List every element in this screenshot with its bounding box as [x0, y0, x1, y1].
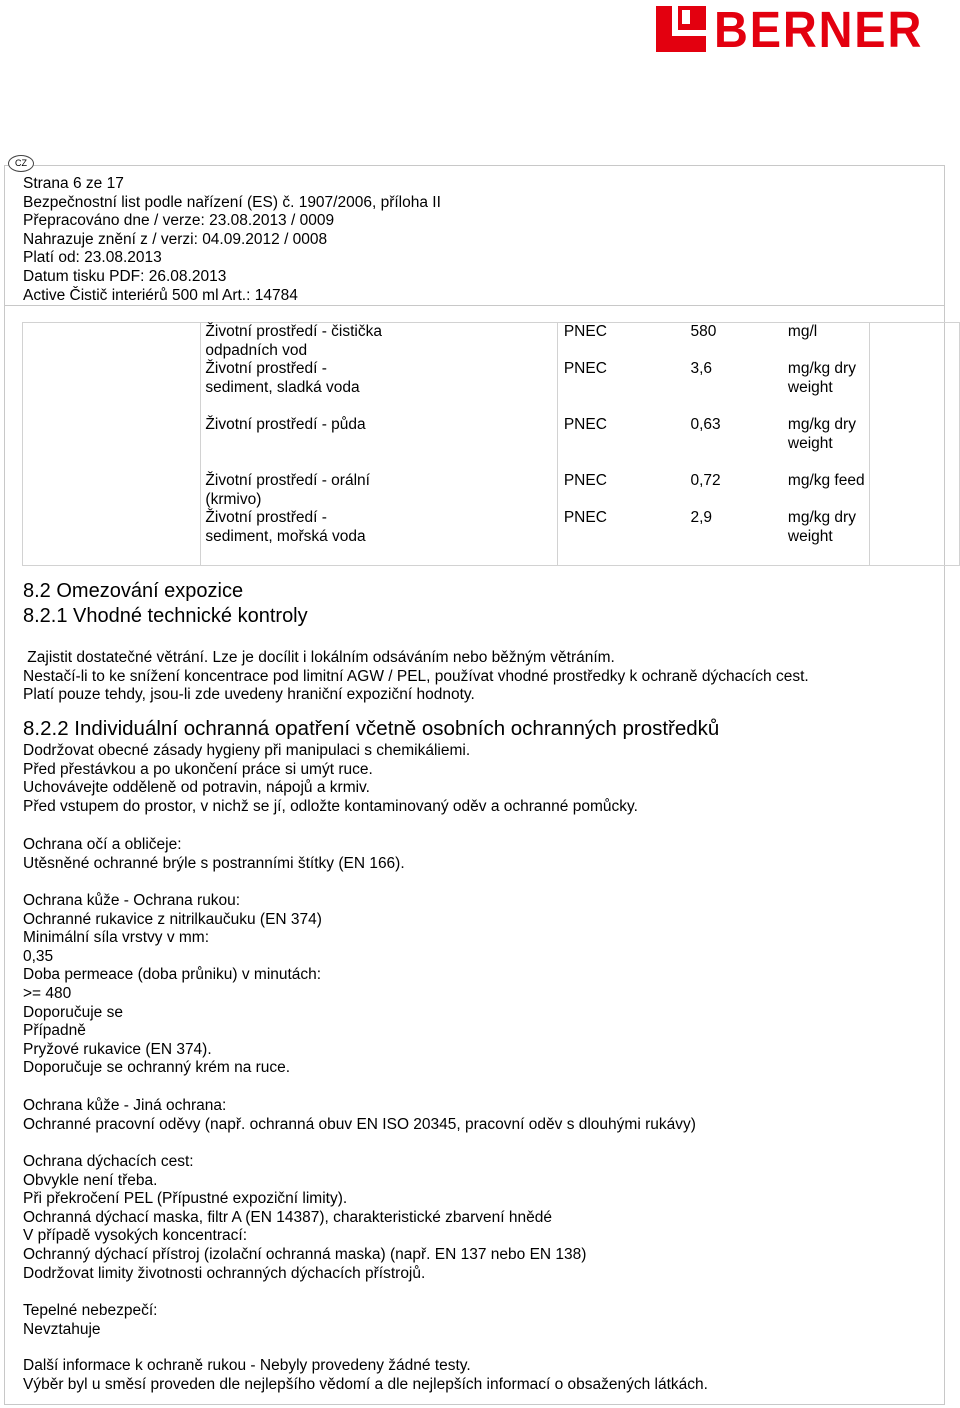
- respiratory-line: Obvykle není třeba.: [23, 1171, 158, 1189]
- eye-protection: [23, 836, 405, 873]
- additional-info-line: Další informace k ochraně rukou - Nebyly provedeny žádné testy.: [23, 1357, 471, 1374]
- tech-line: Zajistit dostatečné větrání. Lze je docílit i lokálním odsáváním nebo běžným větráním.: [23, 649, 615, 666]
- other-skin-text: Ochranné pracovní oděvy (např. ochranná obuv EN ISO 20345, pracovní oděv s dlouhými rukávy): [23, 1115, 696, 1133]
- header-regulation: Bezpečnostní list podle nařízení (ES) č. 1907/2006, příloha II: [23, 193, 441, 211]
- pnec-type: PNEC: [563, 509, 607, 526]
- thermal-hazards: [23, 1302, 157, 1339]
- header-revised: Přepracováno dne / verze: 23.08.2013 / 0009: [23, 212, 335, 230]
- table-row: [558, 360, 869, 416]
- table-empty-cell: [870, 323, 960, 566]
- table-empty-cell: [23, 323, 201, 566]
- hand-protection-line: Případně: [23, 1022, 86, 1040]
- pnec-unit: mg/l: [787, 323, 818, 340]
- respiratory-line: V případě vysokých koncentrací:: [23, 1227, 248, 1245]
- respiratory-line: Ochranný dýchací přístroj (izolační ochranná maska) (např. EN 137 nebo EN 138): [23, 1245, 587, 1263]
- pnec-table: [22, 322, 960, 566]
- pnec-unit: mg/kg dry weight: [787, 416, 856, 452]
- hand-protection-line: Minimální síla vrstvy v mm:: [23, 929, 210, 947]
- thermal-text: Nevztahuje: [23, 1320, 101, 1338]
- header-page-number: Strana 6 ze 17: [23, 175, 124, 192]
- pnec-type: PNEC: [563, 472, 607, 489]
- table-row: [558, 416, 869, 472]
- hygiene-line: Před vstupem do prostor, v nichž se jí, odložte kontaminovaný oděv a ochranné pomůcky.: [23, 797, 638, 815]
- pnec-label-marine-sediment: Životní prostředí - sediment, mořská voda: [205, 509, 366, 545]
- hygiene-line: Před přestávkou a po ukončení práce si umýt ruce.: [23, 760, 373, 778]
- respiratory-line: Ochranná dýchací maska, filtr A (EN 14387), charakteristické zbarvení hnědé: [23, 1208, 552, 1226]
- additional-info-line: Výběr byl u směsí proveden dle nejlepšího vědomí a dle nejlepších informací o obsažených látkách.: [23, 1375, 708, 1393]
- pnec-label-freshwater-sediment: Životní prostředí - sediment, sladká voda: [205, 360, 360, 396]
- hygiene-line: Dodržovat obecné zásady hygieny při manipulaci s chemikáliemi.: [23, 742, 471, 759]
- other-skin-heading: Ochrana kůže - Jiná ochrana:: [23, 1097, 227, 1114]
- hand-protection-heading: Ochrana kůže - Ochrana rukou:: [23, 892, 241, 909]
- pnec-value: 580: [690, 323, 717, 340]
- other-skin-protection: [23, 1097, 696, 1134]
- country-badge: CZ: [8, 155, 34, 172]
- hand-protection-line: Pryžové rukavice (EN 374).: [23, 1040, 212, 1058]
- tech-line: Platí pouze tehdy, jsou-li zde uvedeny hraniční expoziční hodnoty.: [23, 686, 475, 704]
- respiratory-protection: [23, 1153, 586, 1283]
- hand-protection-line: Doba permeace (doba průniku) v minutách:: [23, 966, 322, 984]
- pnec-type: PNEC: [563, 323, 607, 340]
- pnec-unit: mg/kg dry weight: [787, 509, 856, 545]
- header-divider: [4, 305, 944, 306]
- table-row: [558, 472, 869, 509]
- section-8-2-1-heading: 8.2.1 Vhodné technické kontroly: [23, 605, 308, 627]
- additional-info: [23, 1357, 708, 1394]
- hygiene-text: [23, 742, 638, 816]
- hand-protection: [23, 892, 322, 1078]
- pnec-unit: mg/kg dry weight: [787, 360, 856, 396]
- respiratory-line: Dodržovat limity životnosti ochranných dýchacích přístrojů.: [23, 1264, 426, 1282]
- pnec-type: PNEC: [563, 416, 607, 433]
- respiratory-line: Při překročení PEL (Přípustné expoziční limity).: [23, 1190, 348, 1208]
- table-label-column: [201, 323, 557, 566]
- thermal-heading: Tepelné nebezpečí:: [23, 1302, 158, 1319]
- document-header: [23, 175, 441, 305]
- pnec-label-wastewater: Životní prostředí - čistička odpadních vod: [205, 323, 382, 359]
- pnec-unit: mg/kg feed: [787, 472, 865, 489]
- technical-controls-text: [23, 649, 809, 705]
- pnec-label-oral: Životní prostředí - orální (krmivo): [205, 472, 370, 508]
- pnec-label-soil: Životní prostředí - půda: [205, 416, 366, 433]
- berner-logo-mark-icon: [656, 6, 708, 52]
- hygiene-line: Uchovávejte odděleně od potravin, nápojů a krmiv.: [23, 779, 370, 797]
- berner-logo: [656, 1, 956, 58]
- table-row: [558, 509, 869, 565]
- respiratory-heading: Ochrana dýchacích cest:: [23, 1153, 194, 1170]
- logo-wordmark: BERNER: [714, 1, 924, 58]
- hand-protection-line: >= 480: [23, 984, 72, 1002]
- hand-protection-line: 0,35: [23, 947, 54, 965]
- pnec-type: PNEC: [563, 360, 607, 377]
- header-supersedes: Nahrazuje znění z / verzi: 04.09.2012 / 0008: [23, 230, 328, 248]
- hand-protection-line: Ochranné rukavice z nitrilkaučuku (EN 374): [23, 910, 322, 928]
- section-8-2-2-heading: 8.2.2 Individuální ochranná opatření včetně osobních ochranných prostředků: [23, 717, 720, 740]
- pnec-value: 2,9: [690, 509, 713, 526]
- table-row: [558, 323, 869, 360]
- tech-line: Nestačí-li to ke snížení koncentrace pod limitní AGW / PEL, používat vhodné prostředky k ochraně dýchacích cest.: [23, 667, 809, 685]
- section-8-2-heading: 8.2 Omezování expozice: [23, 580, 244, 602]
- pnec-value: 0,72: [690, 472, 721, 489]
- pnec-value: 3,6: [690, 360, 713, 377]
- table-values-column: [557, 323, 869, 566]
- hand-protection-line: Doporučuje se ochranný krém na ruce.: [23, 1059, 291, 1077]
- pnec-value: 0,63: [690, 416, 721, 433]
- hand-protection-line: Doporučuje se: [23, 1003, 123, 1021]
- eye-protection-text: Utěsněné ochranné brýle s postranními štítky (EN 166).: [23, 854, 405, 872]
- header-print-date: Datum tisku PDF: 26.08.2013: [23, 267, 227, 285]
- pnec-values: [558, 323, 869, 565]
- header-valid-from: Platí od: 23.08.2013: [23, 249, 162, 267]
- eye-protection-heading: Ochrana očí a obličeje:: [23, 836, 182, 853]
- header-product: Active Čistič interiérů 500 ml Art.: 14784: [23, 286, 298, 304]
